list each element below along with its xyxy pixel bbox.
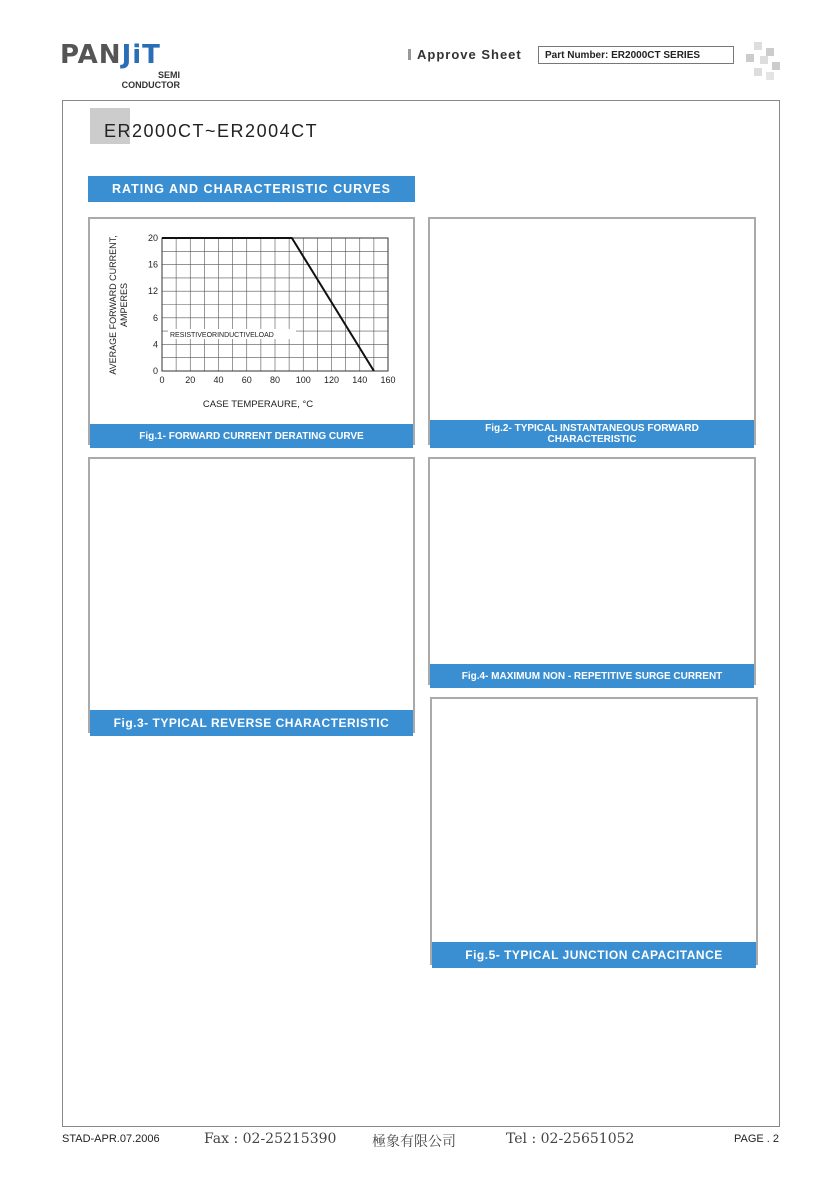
fig2-panel (428, 217, 756, 445)
fig5-panel (430, 697, 758, 965)
fig1-caption: Fig.1- FORWARD CURRENT DERATING CURVE (90, 424, 413, 448)
x-tick-label: 20 (185, 375, 196, 385)
logo-sub-semi: SEMI (157, 70, 180, 80)
x-tick-label: 80 (269, 375, 281, 385)
y-axis-label-units: AMPERES (119, 282, 129, 328)
fig4-chart (430, 459, 754, 659)
y-tick-label: 6 (152, 312, 158, 323)
y-tick-label: 0 (152, 366, 158, 376)
y-axis-label: AVERAGE FORWARD CURRENT, (108, 235, 118, 375)
y-tick-label: 4 (152, 339, 158, 350)
logo-text-pan: PAN (60, 40, 122, 70)
footer-tel: Tel : 02-25651052 (506, 1131, 635, 1147)
fig4-caption: Fig.4- MAXIMUM NON - REPETITIVE SURGE CURRENT (430, 664, 754, 688)
y-tick-label: 16 (147, 259, 158, 270)
x-tick-label: 120 (323, 375, 340, 385)
fig1-chart (90, 219, 413, 419)
section-title: RATING AND CHARACTERISTIC CURVES (88, 176, 415, 202)
footer-page: PAGE . 2 (734, 1133, 780, 1145)
chart-annotation: RESISTIVEORINDUCTIVELOAD (170, 332, 274, 339)
fig2-chart (430, 219, 754, 415)
x-tick-label: 0 (159, 375, 165, 385)
logo-sub-conductor: CONDUCTOR (121, 80, 180, 90)
fig5-caption: Fig.5- TYPICAL JUNCTION CAPACITANCE (432, 942, 756, 968)
footer-doc-code: STAD-APR.07.2006 (62, 1133, 160, 1145)
x-tick-label: 40 (213, 375, 224, 385)
checker-pattern-icon (742, 42, 782, 82)
x-axis-label: CASE TEMPERAURE, °C (202, 399, 314, 410)
approve-sheet-label (408, 47, 522, 62)
fig3-chart (90, 459, 413, 705)
panjit-logo (60, 40, 200, 90)
x-tick-label: 100 (295, 375, 311, 385)
page-title: ER2000CT~ER2004CT (104, 121, 319, 141)
fig2-caption: Fig.2- TYPICAL INSTANTANEOUS FORWARD CHARACTERISTIC (430, 420, 754, 448)
fig3-panel (88, 457, 415, 733)
part-number-box: Part Number: ER2000CT SERIES (538, 46, 734, 64)
x-tick-label: 60 (241, 375, 252, 385)
footer-fax: Fax : 02-25215390 (204, 1131, 337, 1147)
approve-bar-icon (408, 49, 411, 60)
x-tick-label: 160 (380, 375, 396, 385)
y-tick-label: 12 (147, 286, 158, 297)
footer-company: 極象有限公司 (372, 1134, 456, 1150)
logo-text-jit: JiT (121, 40, 161, 70)
fig3-caption: Fig.3- TYPICAL REVERSE CHARACTERISTIC (90, 710, 413, 736)
x-tick-label: 140 (352, 375, 368, 385)
fig5-chart (432, 699, 756, 937)
approve-sheet-text: Approve Sheet (417, 47, 522, 62)
fig4-panel (428, 457, 756, 685)
y-tick-label: 20 (147, 233, 158, 243)
fig1-panel (88, 217, 415, 445)
